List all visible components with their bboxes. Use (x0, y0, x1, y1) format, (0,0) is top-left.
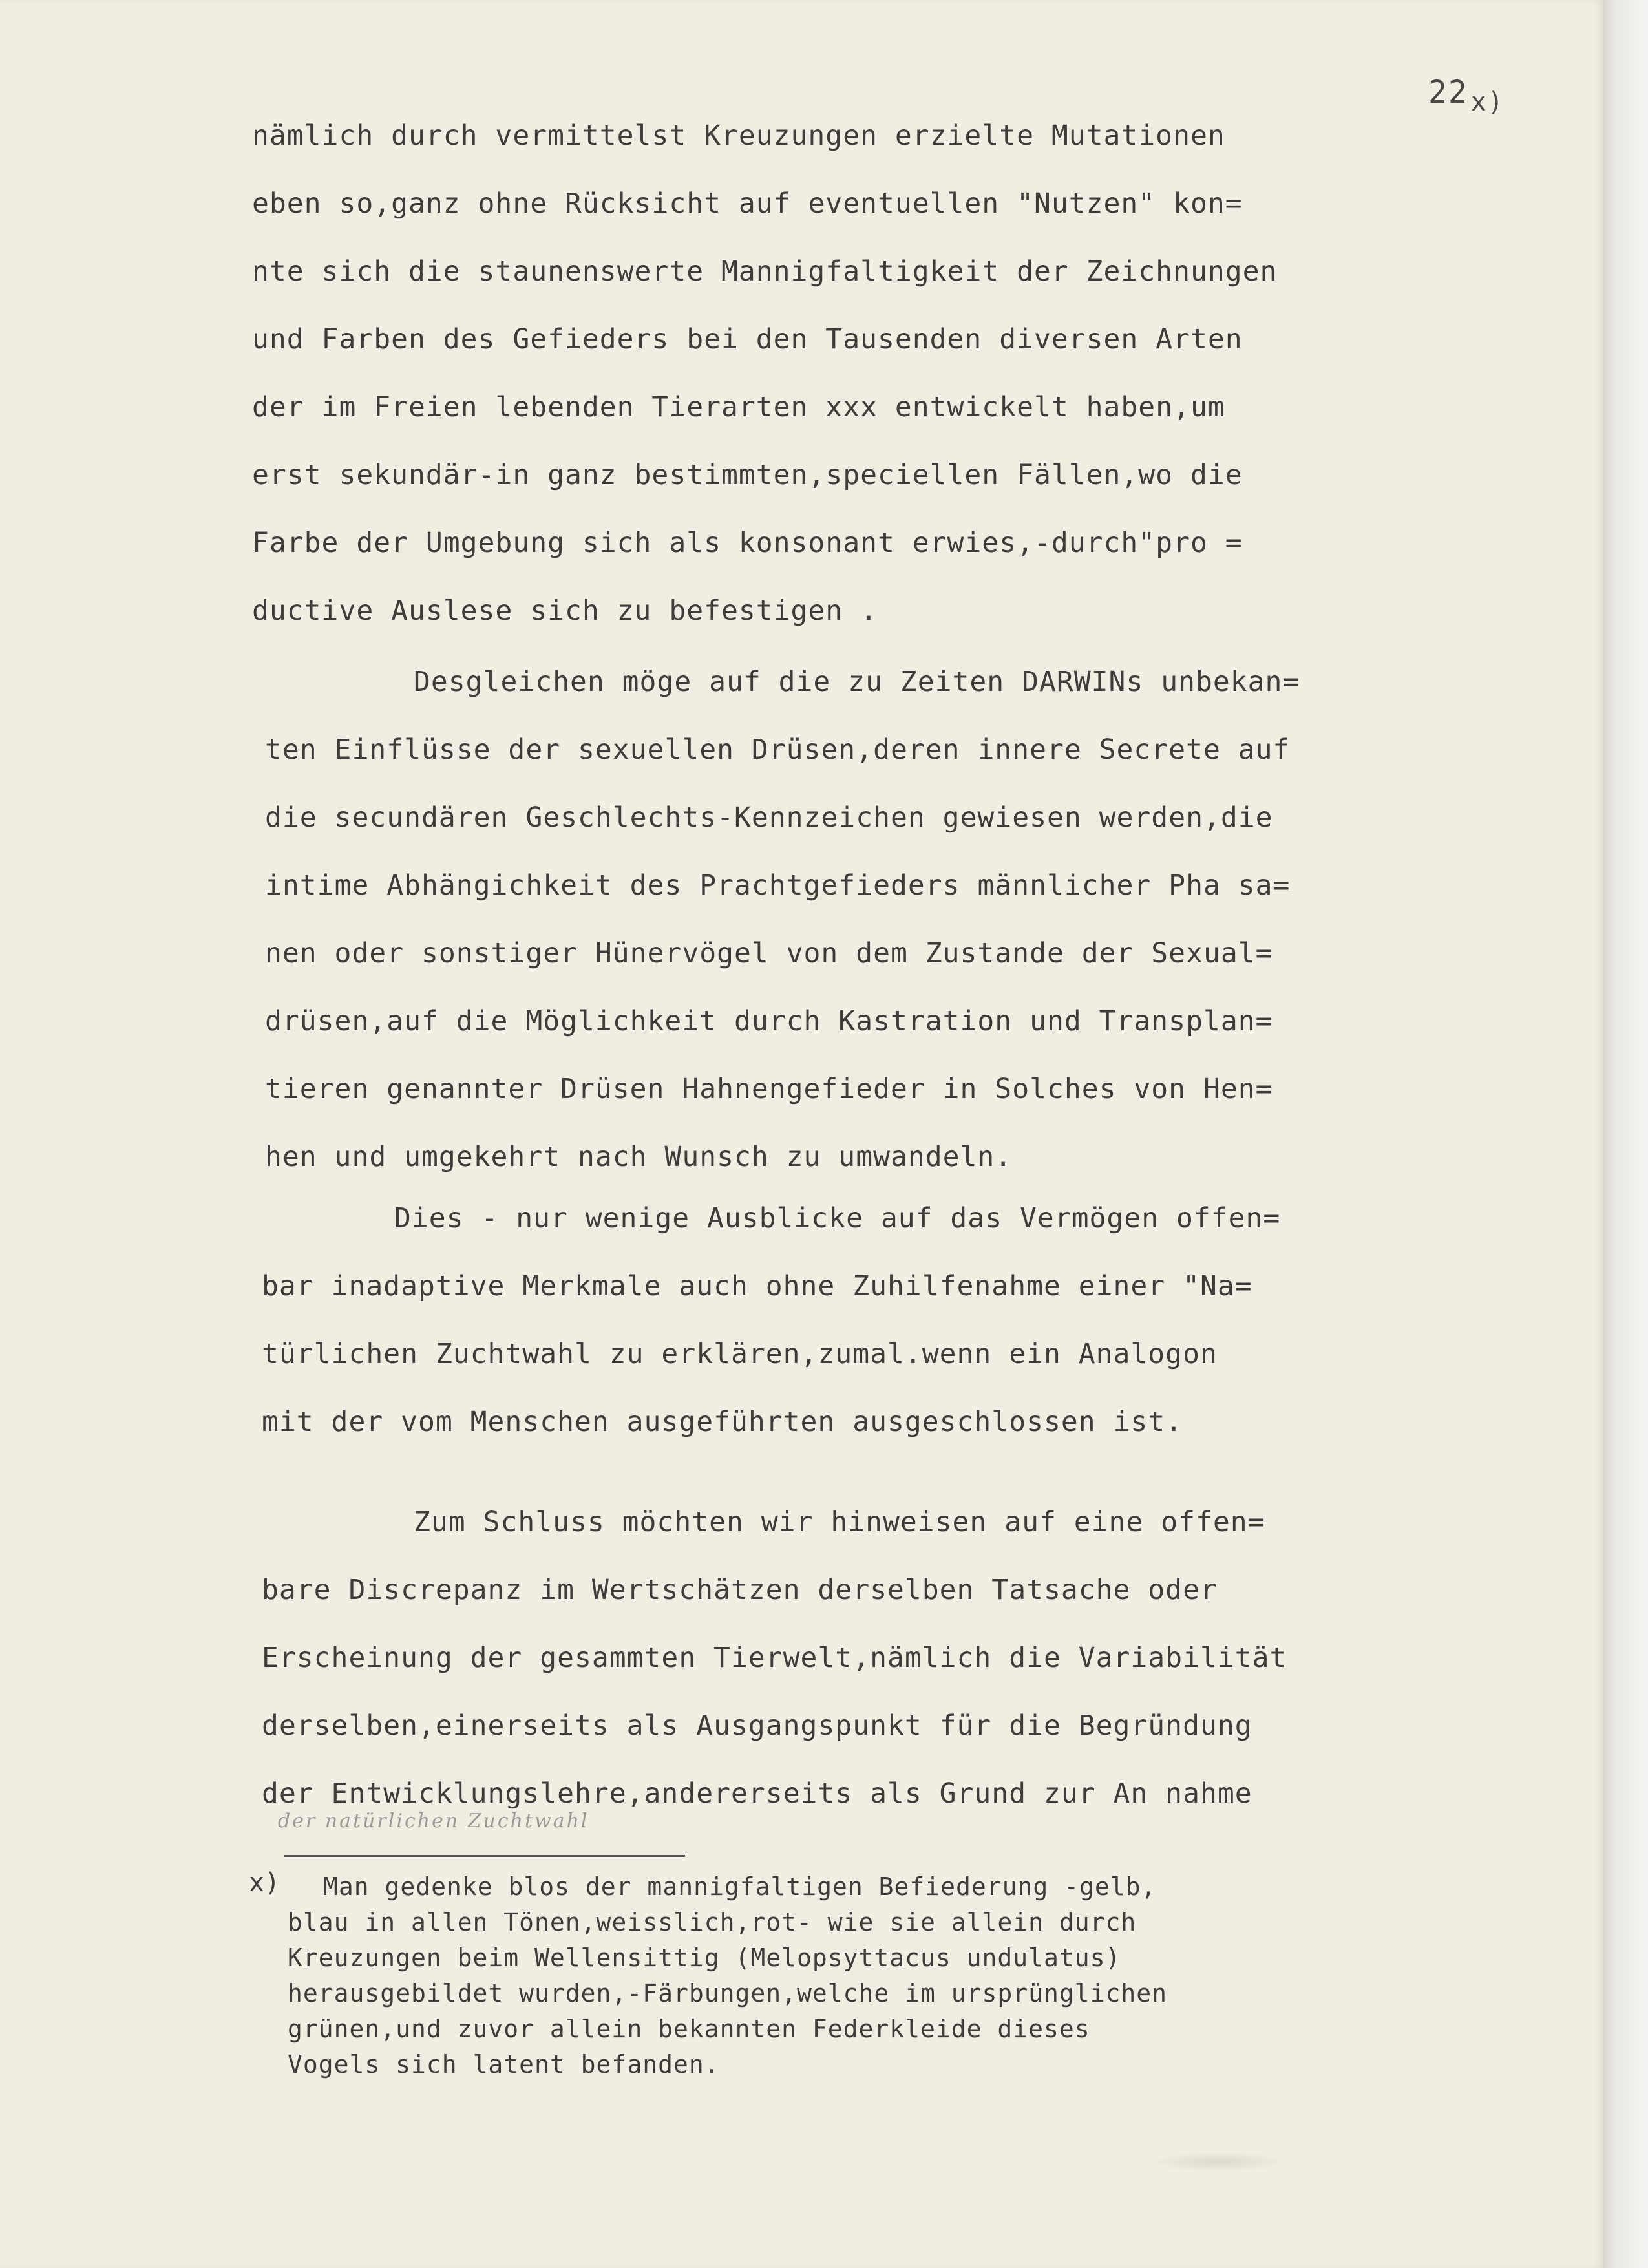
body-line-5: der im Freien lebenden Tierarten xxx entwickelt haben,um (252, 391, 1225, 423)
page-number (1428, 74, 1505, 117)
body-line-25: der Entwicklungslehre,andererseits als Grund zur An nahme (262, 1777, 1252, 1810)
body-line-8: ductive Auslese sich zu befestigen . (252, 595, 878, 627)
body-line-9: Desgleichen möge auf die zu Zeiten DARWINs unbekan= (414, 666, 1300, 698)
page-number-value: 22 (1428, 74, 1468, 111)
body-line-1: nämlich durch vermittelst Kreuzungen erzielte Mutationen (252, 120, 1225, 152)
body-line-13: nen oder sonstiger Hünervögel von dem Zustande der Sexual= (265, 937, 1273, 970)
body-line-16: hen und umgekehrt nach Wunsch zu umwandeln. (265, 1141, 1013, 1173)
footnote-line-2: blau in allen Tönen,weisslich,rot- wie sie allein durch (288, 1908, 1137, 1936)
page-edge-background (1603, 0, 1648, 2268)
body-line-3: nte sich die staunenswerte Mannigfaltigkeit der Zeichnungen (252, 255, 1278, 288)
body-line-24: derselben,einerseits als Ausgangspunkt für die Begründung (262, 1710, 1252, 1742)
body-line-22: bare Discrepanz im Wertschätzen derselben Tatsache oder (262, 1574, 1218, 1606)
handwritten-note: der natürlichen Zuchtwahl (278, 1810, 589, 1832)
footnote-line-5: grünen,und zuvor allein bekannten Federkleide dieses (288, 2015, 1090, 2043)
body-line-11: die secundären Geschlechts-Kennzeichen gewiesen werden,die (265, 801, 1273, 834)
body-line-17: Dies - nur wenige Ausblicke auf das Vermögen offen= (394, 1202, 1281, 1235)
body-line-20: mit der vom Menschen ausgeführten ausgeschlossen ist. (262, 1406, 1183, 1438)
body-line-14: drüsen,auf die Möglichkeit durch Kastration und Transplan= (265, 1005, 1273, 1037)
page-smudge (1150, 2152, 1286, 2172)
footnote-line-6: Vogels sich latent befanden. (288, 2050, 720, 2079)
body-line-18: bar inadaptive Merkmale auch ohne Zuhilfenahme einer "Na= (262, 1270, 1252, 1302)
footnote-rule (284, 1855, 685, 1857)
body-line-4: und Farben des Gefieders bei den Tausenden diversen Arten (252, 323, 1243, 355)
page-number-footnote-mark: x) (1470, 87, 1505, 117)
body-line-19: türlichen Zuchtwahl zu erklären,zumal.wenn ein Analogon (262, 1338, 1218, 1370)
body-line-2: eben so,ganz ohne Rücksicht auf eventuellen "Nutzen" kon= (252, 187, 1243, 220)
body-line-6: erst sekundär-in ganz bestimmten,speciellen Fällen,wo die (252, 459, 1243, 491)
body-line-7: Farbe der Umgebung sich als konsonant erwies,-durch"pro = (252, 527, 1243, 559)
footnote-line-1: Man gedenke blos der mannigfaltigen Befiederung -gelb, (323, 1872, 1157, 1901)
body-line-12: intime Abhängichkeit des Prachtgefieders männlicher Pha sa= (265, 869, 1291, 902)
footnote-line-4: herausgebildet wurden,-Färbungen,welche im ursprünglichen (288, 1979, 1168, 2008)
body-line-15: tieren genannter Drüsen Hahnengefieder in Solches von Hen= (265, 1073, 1273, 1105)
body-line-21: Zum Schluss möchten wir hinweisen auf eine offen= (414, 1506, 1265, 1538)
footnote-marker: x) (249, 1868, 280, 1898)
body-line-23: Erscheinung der gesammten Tierwelt,nämlich die Variabilität (262, 1642, 1287, 1674)
footnote-line-3: Kreuzungen beim Wellensittig (Melopsyttacus undulatus) (288, 1944, 1121, 1972)
body-line-10: ten Einflüsse der sexuellen Drüsen,deren innere Secrete auf (265, 734, 1291, 766)
